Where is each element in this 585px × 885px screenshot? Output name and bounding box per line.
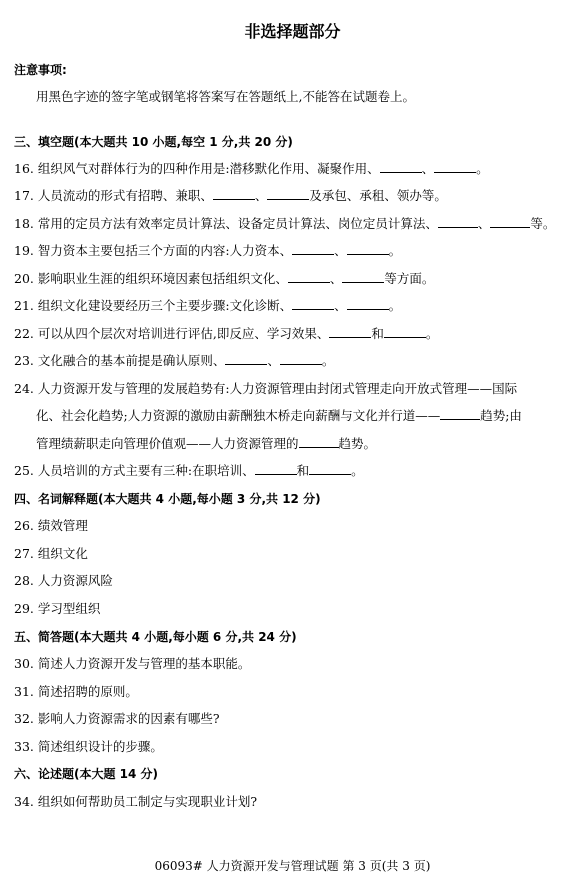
- section-heading-terms: 四、名词解释题(本大题共 4 小题,每小题 3 分,共 12 分): [14, 492, 321, 506]
- question-32: 32. 影响人力资源需求的因素有哪些?: [14, 711, 220, 726]
- question-23: 23. 文化融合的基本前提是确认原则、 、 。: [14, 353, 335, 368]
- notice-heading: 注意事项:: [14, 63, 67, 77]
- page-title: 非选择题部分: [244, 22, 341, 41]
- question-27: 27. 组织文化: [14, 546, 88, 561]
- question-29: 29. 学习型组织: [14, 601, 101, 616]
- question-30: 30. 简述人力资源开发与管理的基本职能。: [14, 656, 251, 671]
- question-33: 33. 简述组织设计的步骤。: [14, 739, 163, 754]
- notice-text: 用黑色字迹的签字笔或钢笔将答案写在答题纸上,不能答在试题卷上。: [36, 89, 415, 104]
- question-24-line-3: 管理绩薪职走向管理价值观——人力资源管理的 趋势。: [36, 436, 377, 451]
- question-16: 16. 组织风气对群体行为的四种作用是:潜移默化作用、凝聚作用、 、 。: [14, 161, 489, 176]
- question-22: 22. 可以从四个层次对培训进行评估,即反应、学习效果、 和 。: [14, 326, 439, 341]
- question-24-line-2: 化、社会化趋势;人力资源的激励由薪酬独木桥走向薪酬与文化并行道—— 趋势;由: [36, 408, 522, 423]
- question-24-line-1: 24. 人力资源开发与管理的发展趋势有:人力资源管理由封闭式管理走向开放式管理——国际: [14, 381, 518, 396]
- question-34: 34. 组织如何帮助员工制定与实现职业计划?: [14, 794, 258, 809]
- question-21: 21. 组织文化建设要经历三个主要步骤:文化诊断、 、 。: [14, 298, 402, 313]
- section-heading-fill-in: 三、填空题(本大题共 10 小题,每空 1 分,共 20 分): [14, 135, 293, 149]
- section-heading-short-answer: 五、简答题(本大题共 4 小题,每小题 6 分,共 24 分): [14, 630, 297, 644]
- section-heading-essay: 六、论述题(本大题 14 分): [14, 767, 159, 781]
- question-20: 20. 影响职业生涯的组织环境因素包括组织文化、 、 等方面。: [14, 271, 435, 286]
- question-31: 31. 简述招聘的原则。: [14, 684, 138, 699]
- question-19: 19. 智力资本主要包括三个方面的内容:人力资本、 、 。: [14, 243, 402, 258]
- question-26: 26. 绩效管理: [14, 518, 88, 533]
- question-17: 17. 人员流动的形式有招聘、兼职、 、 及承包、承租、领办等。: [14, 188, 447, 203]
- page-footer: 06093# 人力资源开发与管理试题 第 3 页(共 3 页): [154, 859, 431, 873]
- question-28: 28. 人力资源风险: [14, 573, 113, 588]
- question-18: 18. 常用的定员方法有效率定员计算法、设备定员计算法、岗位定员计算法、 、 等。: [14, 216, 556, 231]
- question-25: 25. 人员培训的方式主要有三种:在职培训、 和 。: [14, 463, 364, 478]
